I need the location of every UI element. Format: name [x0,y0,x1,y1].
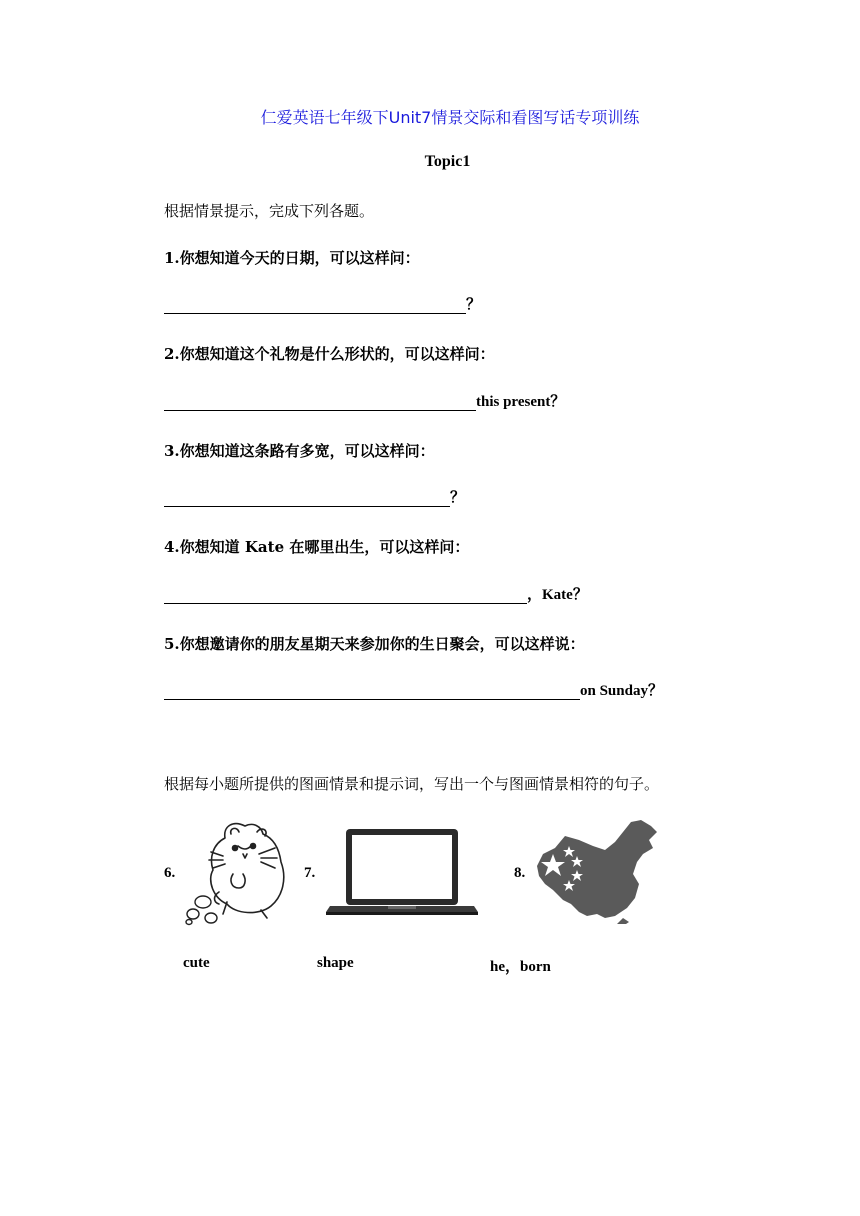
question-2-answer-row [164,390,565,412]
item-7-number: 7. [304,865,316,881]
question-2-suffix: this present？ [476,394,566,410]
question-5-prompt: 5.你想邀请你的朋友星期天来参加你的生日聚会，可以这样说： [164,635,585,653]
question-5-blank[interactable] [164,683,580,700]
laptop-illustration [326,826,478,918]
question-1-suffix: ？ [466,297,482,313]
section1-instruction: 根据情景提示，完成下列各题。 [164,202,375,220]
hamster-illustration [183,818,293,928]
question-3-suffix: ？ [450,490,466,506]
question-5-answer-row [164,679,663,701]
section2-instruction: 根据每小题所提供的图画情景和提示词，写出一个与图画情景相符的句子。 [164,775,660,793]
question-1-answer-row [164,293,481,315]
item-6-number: 6. [164,865,176,881]
question-4-blank[interactable] [164,587,527,604]
question-3-answer-row [164,486,465,508]
question-1-prompt: 1.你想知道今天的日期，可以这样问： [164,249,420,267]
topic-heading: Topic1 [424,153,471,170]
china-map-illustration [535,818,659,924]
question-3-prompt: 3.你想知道这条路有多宽，可以这样问： [164,442,435,460]
item-7-hint: shape [317,955,354,971]
item-6-hint: cute [183,955,210,971]
question-5-suffix: on Sunday？ [580,683,663,699]
question-1-blank[interactable] [164,297,466,314]
page-title: 仁爱英语七年级下Unit7情景交际和看图写话专项训练 [260,108,640,127]
question-4-prompt: 4.你想知道 Kate 在哪里出生，可以这样问： [164,538,470,556]
question-4-answer-row [164,583,588,605]
question-2-prompt: 2.你想知道这个礼物是什么形状的，可以这样问： [164,345,495,363]
question-4-suffix: ，Kate？ [527,587,588,603]
item-8-hint: he，born [490,959,551,975]
question-3-blank[interactable] [164,490,450,507]
item-8-number: 8. [514,865,526,881]
question-2-blank[interactable] [164,394,476,411]
